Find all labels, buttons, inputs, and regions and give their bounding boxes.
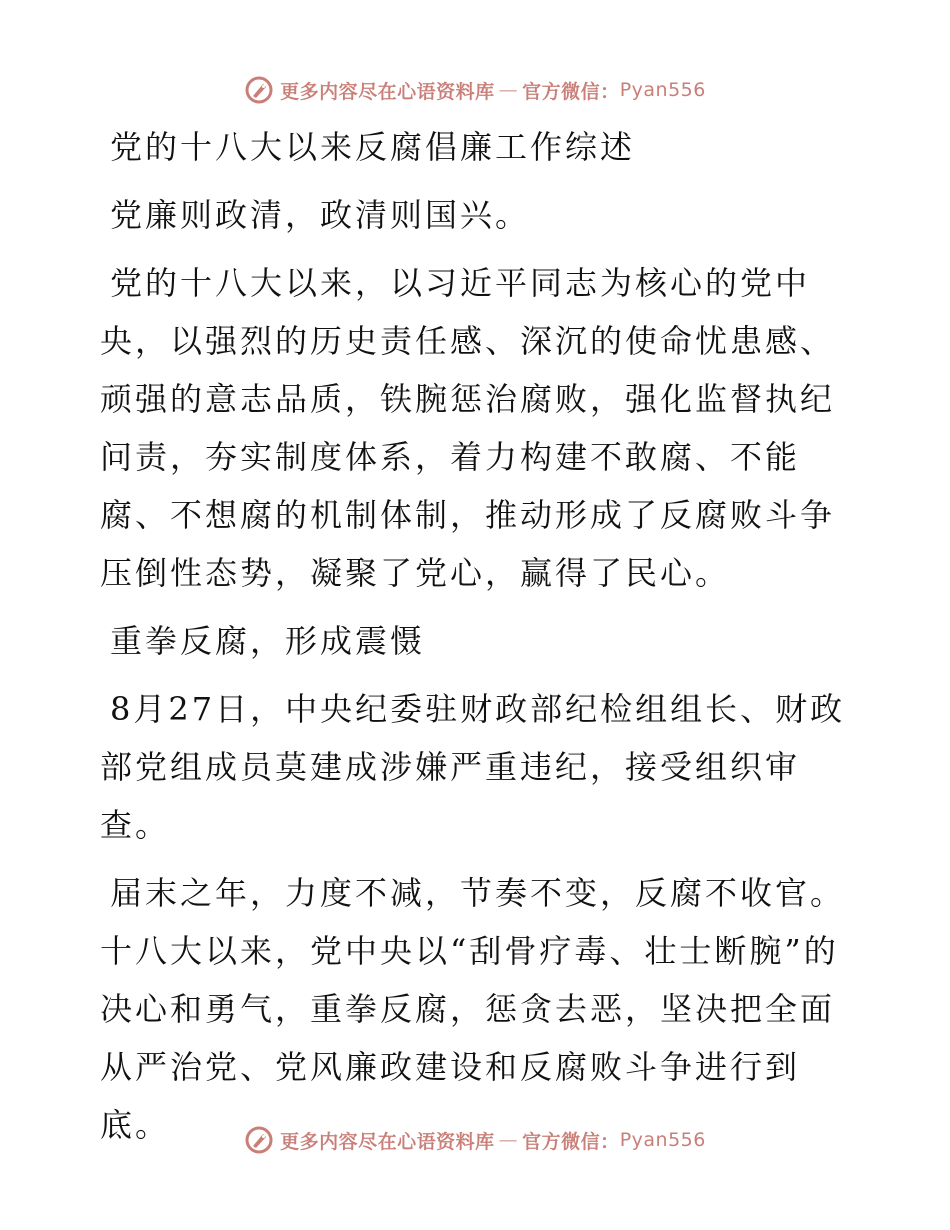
paragraph: 届末之年，力度不减，节奏不变，反腐不收官。十八大以来，党中央以“刮骨疗毒、壮士断腕”的决心和勇气，重拳反腐，惩贪去恶，坚决把全面从严治党、党风廉政建设和反腐败斗争进行到底。 [100,874,846,1144]
watermark-wechat-id: Pyan556 [619,79,706,101]
pen-nib-circle-icon [244,1125,274,1155]
document-body [100,118,860,1164]
paragraph: 党廉则政清，政清则国兴。 [110,196,531,234]
watermark-banner-top [0,70,950,110]
watermark-wechat-label: 官方微信： [522,1130,620,1153]
watermark-wechat-label: 官方微信： [522,80,620,103]
watermark-site-text: 更多内容尽在心语资料库 [280,1130,495,1153]
watermark-banner-bottom [0,1120,950,1160]
watermark-site-text: 更多内容尽在心语资料库 [280,80,495,103]
watermark-dash: — [498,1129,519,1151]
document-title: 党的十八大以来反腐倡廉工作综述 [110,128,636,166]
watermark-dash: — [498,79,519,101]
section-heading: 重拳反腐，形成震慑 [110,622,426,660]
paragraph: 党的十八大以来，以习近平同志为核心的党中央，以强烈的历史责任感、深沉的使命忧患感、顽强的意志品质，铁腕惩治腐败，强化监督执纪问责，夯实制度体系，着力构建不敢腐、不能腐、不想腐的机制体制，推动形成了反腐败斗争压倒性态势，凝聚了党心，赢得了民心。 [100,264,836,592]
pen-nib-circle-icon [244,75,274,105]
paragraph: 8月27日，中央纪委驻财政部纪检组组长、财政部党组成员莫建成涉嫌严重违纪，接受组织审查。 [100,690,846,844]
watermark-wechat-id: Pyan556 [619,1129,706,1151]
